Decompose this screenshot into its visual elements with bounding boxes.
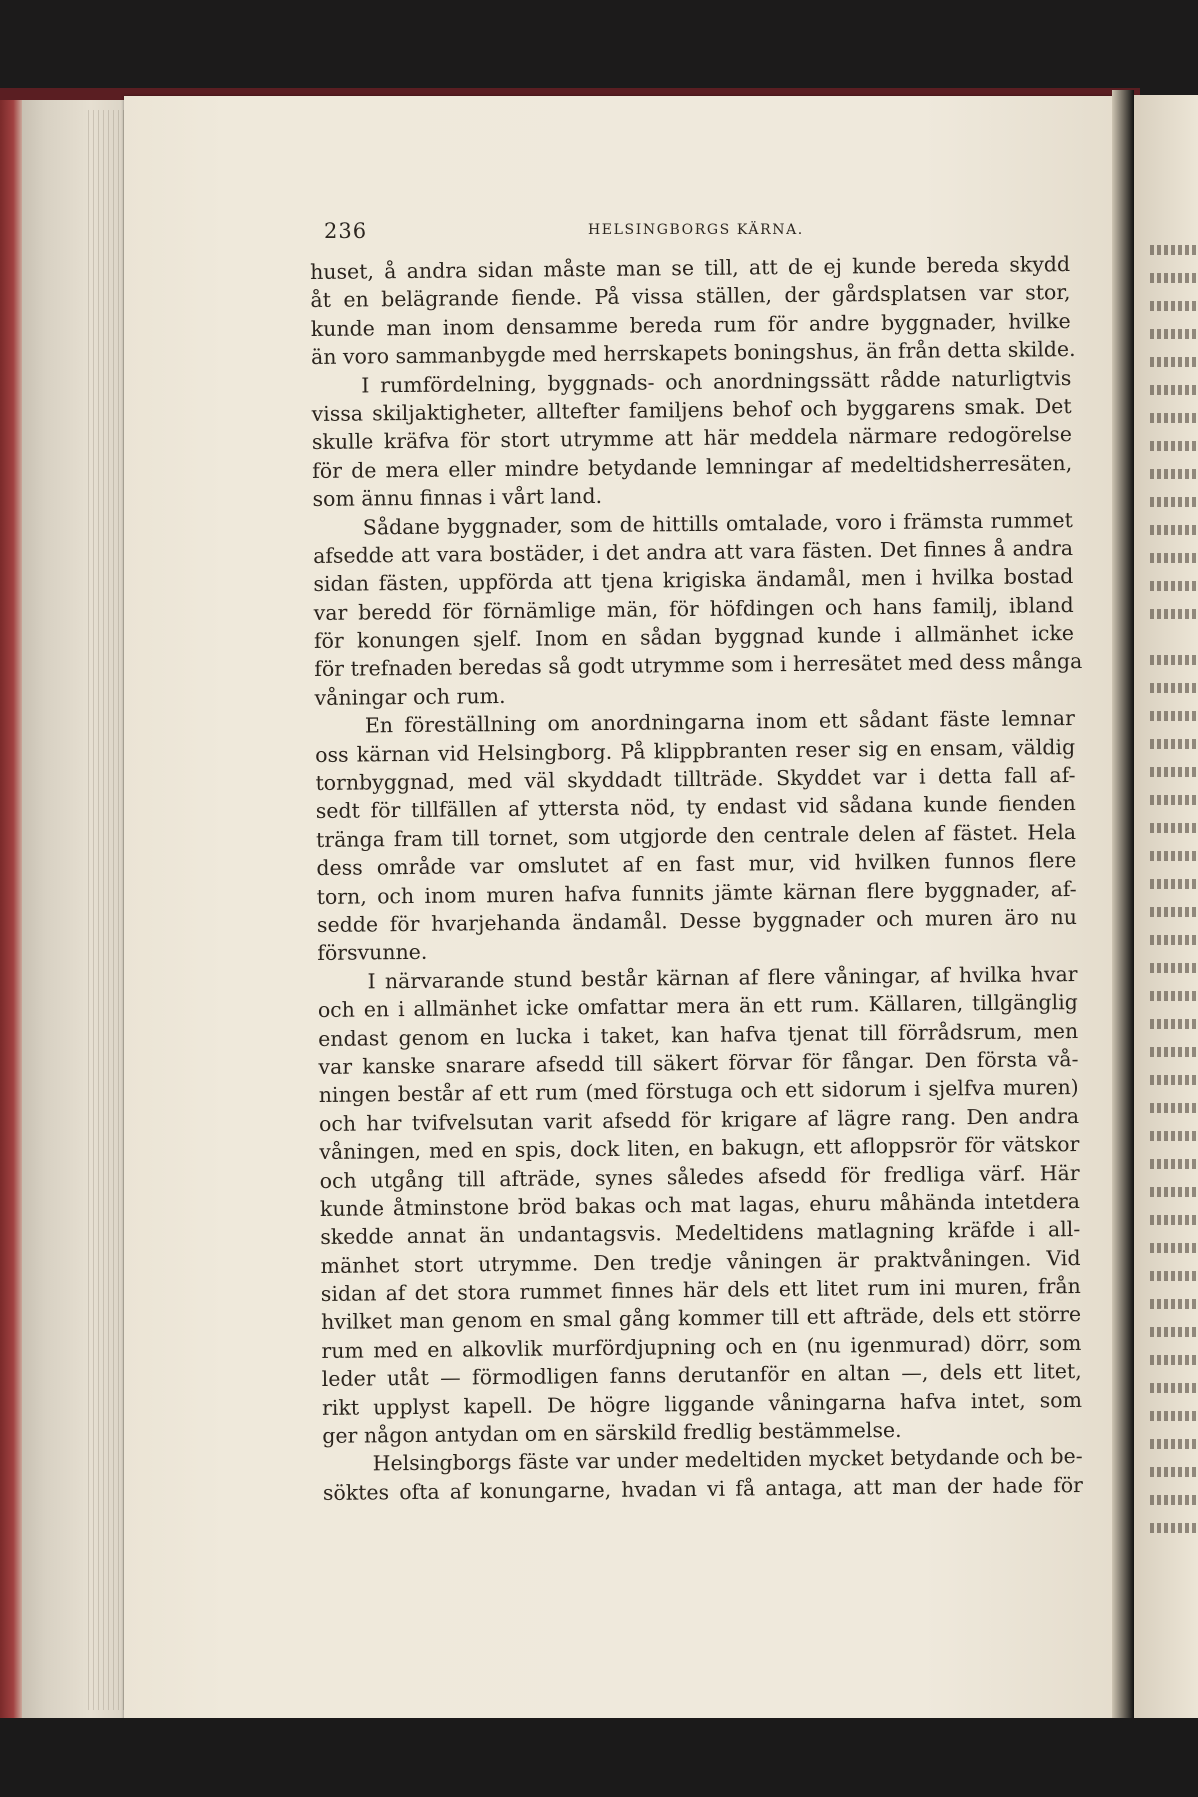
text-line: sidan af det stora rummet finnes här dels ett litet rum ini muren, från [320, 1274, 1081, 1307]
text-line: ningen består af ett rum (med förstuga och ett sidorum i sjelfva muren) [318, 1075, 1079, 1108]
text-line: skulle kräfva för stort utrymme att här meddela närmare redogörelse [311, 422, 1073, 455]
facing-page-fragment [1134, 95, 1198, 1725]
text-line: som ännu finnas i vårt land. [312, 484, 603, 512]
text-line: söktes ofta af konungarne, hvadan vi få antaga, att man der hade för [322, 1472, 1084, 1505]
text-line: sedt för tillfällen af yttersta nöd, ty endast vid sådana kunde fienden [315, 791, 1076, 824]
text-line: kunde åtminstone bröd bakas och mat lagas, ehuru måhända intetdera [319, 1188, 1081, 1221]
scan-background-top [0, 0, 1198, 95]
text-line: torn, och inom muren hafva funnits jämte kärnan flere byggnader, af- [316, 876, 1077, 909]
text-line: oss kärnan vid Helsingborg. På klippbranten reser sig en ensam, väldig [315, 734, 1076, 767]
text-line: för konungen sjelf. Inom en sådan byggnad kunde i allmänhet icke [313, 621, 1075, 654]
text-line: var kanske snarare afsedd till säkert förvar för fångar. Den första vå- [318, 1046, 1079, 1079]
book-spine [0, 100, 22, 1730]
text-line: rikt upplyst kapell. De högre liggande våningarna hafva intet, som [321, 1387, 1083, 1420]
text-line: afsedde att vara bostäder, i det andra att vara fästen. Det finnes å andra [312, 535, 1074, 568]
text-line: Helsingborgs fäste var under medeltiden mycket betydande och be- [372, 1444, 1083, 1476]
text-line: Sådane byggnader, som de hittills omtalade, voro i främsta rummet [362, 507, 1073, 539]
text-line: I närvarande stund består kärnan af flere våningar, af hvilka hvar [367, 961, 1078, 994]
text-line: rum med en alkovlik murfördjupning och en (nu igenmurad) dörr, som [321, 1330, 1082, 1363]
text-line: våningar och rum. [314, 683, 506, 710]
text-line: dess område var omslutet af en fast mur, vid hvilken funnos flere [316, 848, 1077, 881]
text-line: tränga fram till tornet, som utgjorde den centrale delen af fästet. Hela [315, 819, 1077, 852]
body-text [310, 250, 1083, 1507]
text-line: var beredd för förnämlige män, för höfdingen och hans familj, ibland [313, 592, 1074, 625]
text-line: sedde för hvarjehanda ändamål. Desse byggnader och muren äro nu [316, 904, 1078, 937]
text-line: för trefnaden beredas så godt utrymme som i herresätet med dess många [314, 649, 1083, 682]
text-line: En föreställning om anordningarna inom ett sådant fäste lemnar [364, 706, 1075, 738]
text-line: huset, å andra sidan måste man se till, att de ej kunde bereda skydd [310, 252, 1071, 284]
text-line: hvilket man genom en smal gång kommer till ett afträde, dels ett större [321, 1302, 1082, 1335]
text-line: och har tvifvelsutan varit afsedd för krigare af lägre rang. Den andra [318, 1103, 1080, 1136]
text-line: och en i allmänhet icke omfattar mera än ett rum. Källaren, tillgänglig [317, 990, 1078, 1023]
text-line: vissa skiljaktigheter, alltefter familjens behof och byggarens smak. Det [311, 393, 1072, 426]
text-line: våningen, med en spis, dock liten, en bakugn, ett afloppsrör för vätskor [319, 1132, 1080, 1165]
text-line: försvunne. [317, 940, 428, 966]
text-line: skedde annat än undantagsvis. Medeltidens matlagning kräfde i all- [320, 1217, 1081, 1250]
text-line: sidan fästen, uppförda att tjena krigiska ändamål, men i hvilka bostad [313, 564, 1074, 597]
text-line: än voro sammanbygde med herrskapets boningshus, än från detta skilde. [310, 337, 1076, 370]
text-line: tornbyggnad, med väl skyddadt tillträde. Skyddet var i detta fall af- [315, 763, 1076, 796]
text-line: ger någon antydan om en särskild fredlig bestämmelse. [322, 1417, 902, 1448]
text-line: för de mera eller mindre betydande lemningar af medeltidsherresäten, [312, 450, 1073, 483]
text-line: endast genom en lucka i taket, kan hafva tjenat till förrådsrum, men [318, 1018, 1079, 1051]
text-line: leder utåt — förmodligen fanns derutanför en altan —, dels ett litet, [321, 1359, 1082, 1392]
text-line: åt en belägrande fiende. På vissa ställen, der gårdsplatsen var stor, [310, 280, 1071, 313]
page-number: 236 [324, 219, 368, 243]
scan-background-bottom [0, 1718, 1198, 1797]
text-line: kunde man inom densamme bereda rum för andre byggnader, hvilke [310, 308, 1071, 341]
running-head: HELSINGBORGS KÄRNA. [588, 222, 804, 238]
text-line: I rumfördelning, byggnads- och anordningssätt rådde naturligtvis [361, 365, 1072, 398]
text-line: mänhet stort utrymme. Den tredje våningen är praktvåningen. Vid [320, 1245, 1081, 1278]
page-gutter [1112, 90, 1134, 1730]
text-line: och utgång till afträde, synes således afsedd för fredliga värf. Här [319, 1160, 1080, 1193]
